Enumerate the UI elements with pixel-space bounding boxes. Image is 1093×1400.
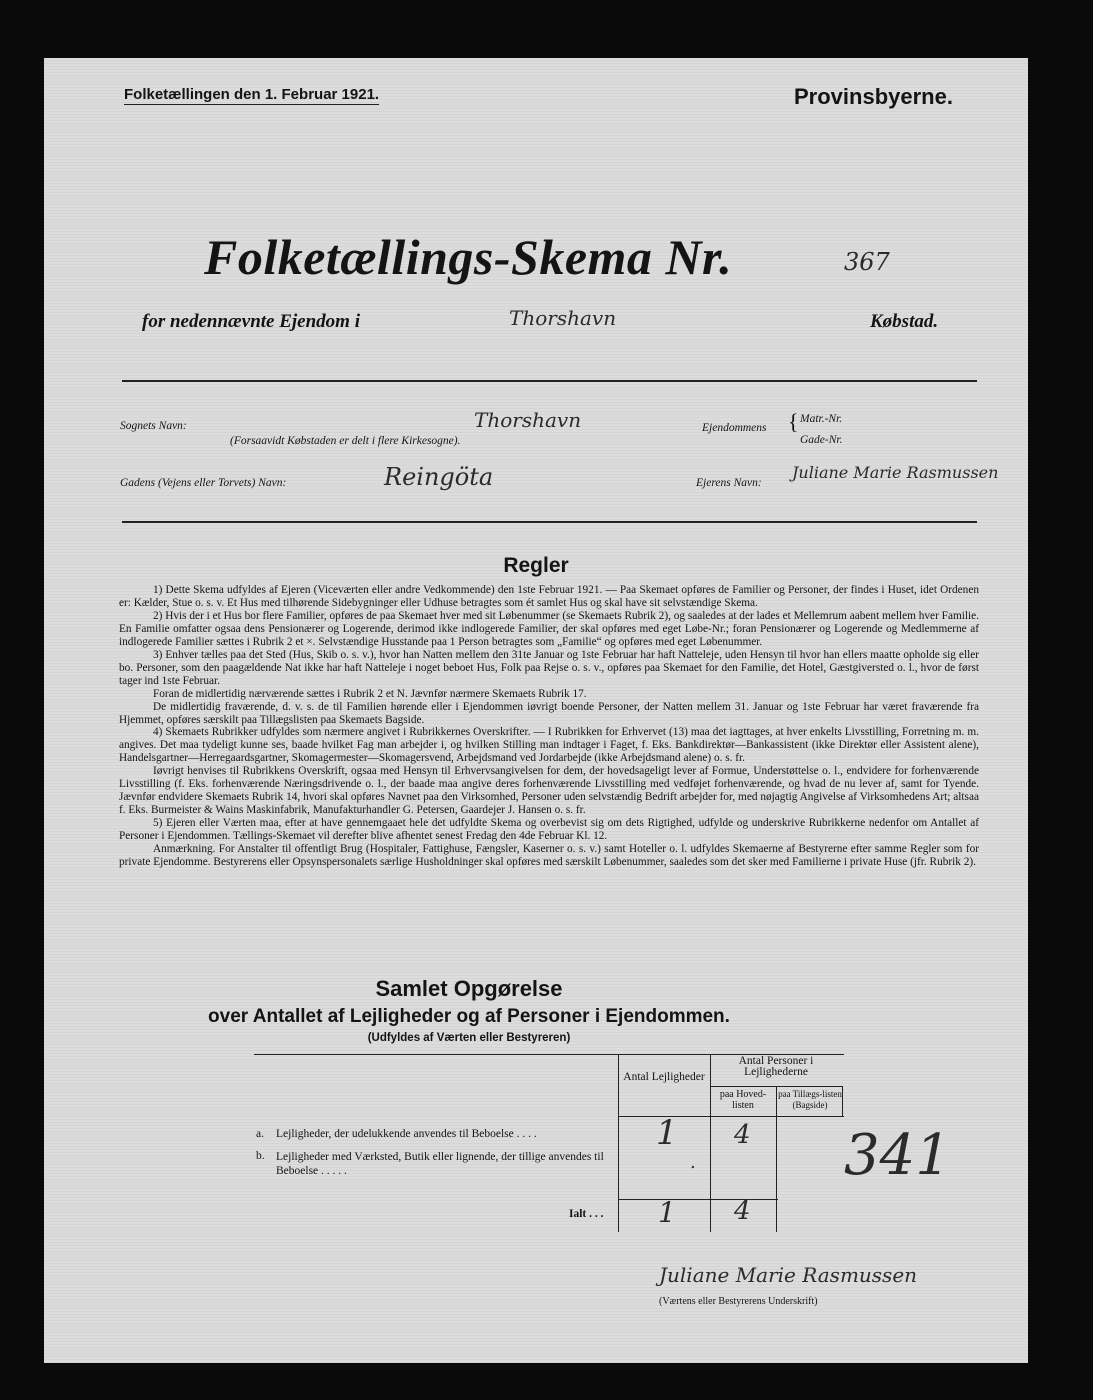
total-lejligheder: 1 xyxy=(658,1196,676,1229)
col-header-hovedliste: paa Hoved-listen xyxy=(719,1089,767,1111)
header-rule xyxy=(618,1116,844,1117)
form-number: 367 xyxy=(844,248,890,276)
parish-label: Sognets Navn: xyxy=(120,420,187,432)
form-title: Folketællings-Skema Nr. xyxy=(204,229,733,285)
rule-paragraph: Iøvrigt henvises til Rubrikkens Overskrift, ogsaa med Hensyn til Erhvervsangivelsen for dem, der hovedsageligt lever af Formue, Understøttelse o. l., endvidere for forhenværende Livsstilling (f. Eks. forhenværende Næringsdrivende o. l., der baade maa angive deres forhenværende Livsstilling med vedføjet forhenværende, og hvad de nu lever af, samt for Tyende. Jævnfør endvidere Skemaets Rubrik 14, hvori skal opføres Navnet paa den Virksomhed, Personer uden selvstændig Bedrift arbejder for, med nøjagtig Angivelse af Virksomhedens Art; altsaa f. Eks. Burmeister & Wains Maskinfabrik, Manufakturhandler G. Petersen, Gaardejer J. Hansen o. s. fr. xyxy=(119,765,979,817)
col-rule xyxy=(618,1054,619,1232)
divider xyxy=(122,521,977,523)
summary-note: (Udfyldes af Værten eller Bestyreren) xyxy=(367,1032,571,1044)
street-value: Reingöta xyxy=(384,463,494,491)
row-a-hovedliste: 4 xyxy=(734,1120,751,1150)
row-a-text: Lejligheder, der udelukkende anvendes til Beboelse . . . . xyxy=(276,1128,537,1140)
rules-text xyxy=(119,584,979,869)
row-a-lejligheder: 1 xyxy=(656,1113,678,1153)
rules-heading: Regler xyxy=(503,554,569,577)
parish-value: Thorshavn xyxy=(474,408,582,432)
region-header: Provinsbyerne. xyxy=(794,84,953,109)
property-label: for nedennævnte Ejendom i xyxy=(142,311,360,332)
brace: { xyxy=(788,409,799,434)
owner-label: Ejerens Navn: xyxy=(696,477,762,489)
row-b-letter: b. xyxy=(256,1150,265,1162)
rule-paragraph: Anmærkning. For Anstalter til offentligt Brug (Hospitaler, Fattighuse, Fængsler, Kaserner o. s. v.) samt Hoteller o. l. udfyldes Skemaerne af Bestyrerne efter samme Regler som for private Ejendomme. Bestyrerens eller Opsynspersonalets særlige Husholdninger skal opføres med særskilt Løbenummer, saaledes som det sker med Familierne i private Huse (jfr. Rubrik 2). xyxy=(119,843,979,869)
divider xyxy=(122,380,977,382)
gade-nr-label: Gade-Nr. xyxy=(800,434,843,446)
col-header-tillaegsliste: paa Tillægs-listen (Bagside) xyxy=(778,1089,842,1110)
town-value: Thorshavn xyxy=(509,306,617,330)
margin-note: 341 xyxy=(844,1123,951,1188)
total-rule xyxy=(618,1199,778,1200)
signature: Juliane Marie Rasmussen xyxy=(659,1263,918,1287)
summary-heading: Samlet Opgørelse xyxy=(375,976,563,1001)
parish-note: (Forsaavidt Købstaden er delt i flere Kirkesogne). xyxy=(230,435,461,447)
signature-caption: (Værtens eller Bestyrerens Underskrift) xyxy=(659,1296,818,1307)
rule-paragraph: 2) Hvis der i et Hus bor flere Familier, opføres de paa Skemaet hver med sit Løbenummer (se Skemaets Rubrik 2), og saaledes at der lades et Mellemrum aabent mellem hver Familie. En Familie omfatter ogsaa dens Pensionærer og Logerende, derimod ikke indlogerede Familier, der skal opføres med eget Løbe-Nr.; foran Pensionærer og Logerende og Medlemmerne af indlogerede Familier sættes i Rubrik 2 et ×. Selvstændige Husstande paa 1 Person betragtes som „Familie“ og opføres med eget Løbenummer. xyxy=(119,609,979,648)
street-label: Gadens (Vejens eller Torvets) Navn: xyxy=(120,477,287,489)
owner-value: Juliane Marie Rasmussen xyxy=(792,463,999,482)
total-label: Ialt . . . xyxy=(569,1208,604,1220)
rule-paragraph: Foran de midlertidig nærværende sættes i Rubrik 2 et N. Jævnfør nærmere Skemaets Rubrik 17. xyxy=(153,687,587,700)
col-rule xyxy=(710,1054,711,1232)
rule-paragraph: 3) Enhver tælles paa det Sted (Hus, Skib o. s. v.), hvor han Natten mellem den 31te Januar og 1ste Februar har haft Natteleje, uden Hensyn til hvor han ellers maatte opholde sig eller bo. Personer, som den paagældende Nat ikke har haft Natteleje i noget beboet Hus, Folk paa Rejse o. s. v., opføres paa Skemaet for den Familie, det Hotel, Gæstgiversted o. l., hvor de først tager ind 1ste Februar. xyxy=(119,648,979,687)
header-rule xyxy=(710,1086,842,1087)
kobstad-label: Købstad. xyxy=(870,311,939,332)
census-date-header: Folketællingen den 1. Februar 1921. xyxy=(124,86,380,103)
summary-subheading: over Antallet af Lejligheder og af Personer i Ejendommen. xyxy=(208,1006,730,1027)
row-b-lejligheder: . xyxy=(690,1152,696,1173)
property-nr-label: Ejendommens xyxy=(702,422,767,434)
col-rule xyxy=(776,1086,777,1232)
matr-label: Matr.-Nr. xyxy=(800,413,843,425)
row-b-text: Lejligheder med Værksted, Butik eller lignende, der tillige anvendes til Beboelse . . . . . xyxy=(276,1151,604,1177)
col-header-lejligheder: Antal Lejligheder xyxy=(623,1071,705,1083)
col-rule xyxy=(842,1086,843,1116)
row-a-letter: a. xyxy=(256,1128,264,1140)
total-hovedliste: 4 xyxy=(734,1196,751,1226)
rule-paragraph: 1) Dette Skema udfyldes af Ejeren (Viceværten eller andre Vedkommende) den 1ste Februar 1921. — Paa Skemaet opføres de Familier og Personer, der findes i Huset, idet Ordenen er: Kælder, Stue o. s. v. Et Hus med tilhørende Sidebygninger eller Udhuse betragtes som ét samlet Hus og skal have sit selvstændige Skema. xyxy=(119,584,979,609)
col-header-personer: Antal Personer i Lejlighederne xyxy=(738,1055,814,1078)
rule-paragraph: De midlertidig fraværende, d. v. s. de til Familien hørende eller i Ejendommen iøvrigt boende Personer, der Natten mellem 31. Januar og 1ste Februar har været fraværende fra Hjemmet, opføres særskilt paa Tillægslisten paa Skemaets Bagside. xyxy=(119,700,979,726)
rule-paragraph: 5) Ejeren eller Værten maa, efter at have gennemgaaet hele det udfyldte Skema og overbevist sig om dets Rigtighed, udfylde og underskrive Rubrikkerne nedenfor om Antallet af Personer i Ejendommen. Tællings-Skemaet vil derefter blive afhentet senest Fredag den 4de Februar Kl. 12. xyxy=(119,817,979,843)
census-form-page xyxy=(44,58,1028,1363)
rule-paragraph: 4) Skemaets Rubrikker udfyldes som nærmere angivet i Rubrikkernes Overskrifter. — I Rubrikken for Erhvervet (13) maa det iagttages, at hver enkelts Livsstilling, Forretning m. m. angives. Det maa tydeligt kunne ses, baade hvilket Fag man arbejder i, og hvilken Stilling man indtager i Faget, f. Eks. Bankdirektør—Bankassistent (ikke Direktør eller Assistent alene), Handelsgartner—Herregaardsgartner, Skomagermester—Skomagersvend, Arbejdsmand ved Jordarbejde (ikke Arbejdsmand alene) o. s. fr. xyxy=(119,726,979,765)
